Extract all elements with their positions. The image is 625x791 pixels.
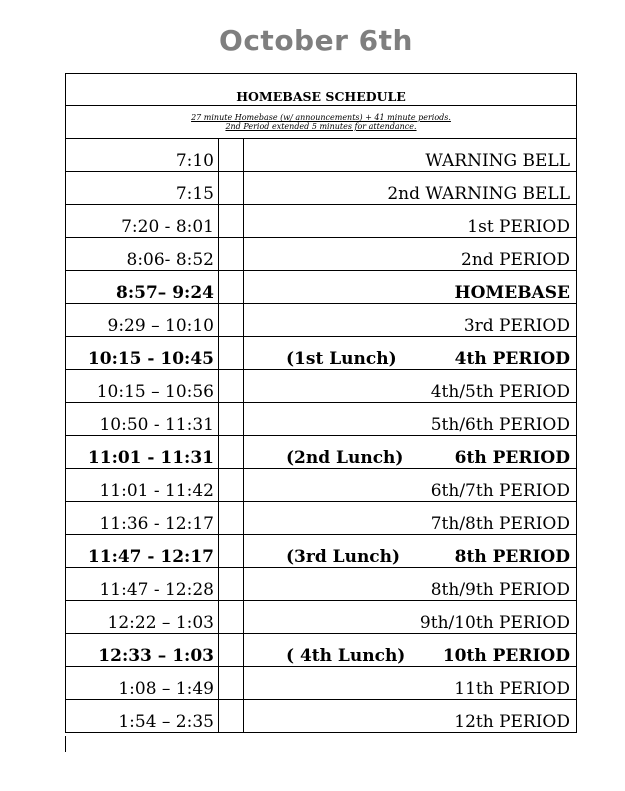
row-time: 8:06- 8:52 [66,238,219,270]
row-spacer [219,601,244,633]
table-row [65,172,577,205]
row-period-cell [244,337,576,369]
row-period: 8th/9th PERIOD [430,580,570,600]
row-period: 4th/5th PERIOD [430,382,570,402]
table-row [65,370,577,403]
row-period: 12th PERIOD [454,712,570,732]
row-time: 10:15 - 10:45 [66,337,219,369]
row-period-cell [244,172,576,204]
row-spacer [219,238,244,270]
row-period: 4th PERIOD [454,349,570,369]
row-period: 5th/6th PERIOD [430,415,570,435]
row-spacer [219,436,244,468]
row-time: 10:15 – 10:56 [66,370,219,402]
row-period-cell [244,238,576,270]
row-time: 12:33 – 1:03 [66,634,219,666]
row-spacer [219,403,244,435]
row-period: 8th PERIOD [454,547,570,567]
row-period-cell [244,469,576,501]
row-spacer [219,667,244,699]
row-time: 9:29 – 10:10 [66,304,219,336]
table-row [65,436,577,469]
row-period-cell [244,205,576,237]
row-time: 7:10 [66,139,219,171]
row-period: 11th PERIOD [454,679,570,699]
row-period: 2nd PERIOD [461,250,570,270]
row-time: 1:54 – 2:35 [66,700,219,732]
row-spacer [219,535,244,567]
row-time: 12:22 – 1:03 [66,601,219,633]
row-spacer [219,469,244,501]
row-lunch: (2nd Lunch) [286,448,404,468]
row-period-cell [244,370,576,402]
schedule-header-text: HOMEBASE SCHEDULE [236,89,406,104]
row-time: 7:20 - 8:01 [66,205,219,237]
row-time: 11:01 - 11:42 [66,469,219,501]
row-period: 6th PERIOD [454,448,570,468]
table-row [65,337,577,370]
row-spacer [219,700,244,732]
schedule-note-line-1: 27 minute Homebase (w/ announcements) + 41 minute periods. [191,113,451,122]
row-lunch: (1st Lunch) [286,349,397,369]
row-period-cell [244,535,576,567]
table-row [65,601,577,634]
row-time: 11:01 - 11:31 [66,436,219,468]
row-period: HOMEBASE [454,283,570,303]
table-row [65,634,577,667]
row-period: WARNING BELL [425,151,570,171]
row-spacer [219,304,244,336]
schedule-note [65,106,577,139]
row-time: 11:47 - 12:17 [66,535,219,567]
schedule-rows [65,139,577,733]
schedule-header [65,73,577,106]
row-spacer [219,139,244,171]
table-tail-line [65,736,66,752]
table-row [65,304,577,337]
row-spacer [219,172,244,204]
table-row [65,238,577,271]
table-row [65,205,577,238]
row-period: 7th/8th PERIOD [430,514,570,534]
row-period-cell [244,700,576,732]
row-period-cell [244,304,576,336]
row-period: 1st PERIOD [467,217,570,237]
table-row [65,535,577,568]
table-row [65,568,577,601]
table-row [65,403,577,436]
row-period-cell [244,271,576,303]
row-time: 11:36 - 12:17 [66,502,219,534]
row-period: 6th/7th PERIOD [430,481,570,501]
row-period: 3rd PERIOD [463,316,570,336]
table-row [65,139,577,172]
row-period-cell [244,568,576,600]
row-period-cell [244,436,576,468]
row-time: 11:47 - 12:28 [66,568,219,600]
row-spacer [219,634,244,666]
row-time: 10:50 - 11:31 [66,403,219,435]
table-row [65,271,577,304]
row-time: 7:15 [66,172,219,204]
row-spacer [219,337,244,369]
row-period-cell [244,139,576,171]
row-period-cell [244,502,576,534]
row-period-cell [244,601,576,633]
row-period-cell [244,403,576,435]
row-spacer [219,502,244,534]
table-row [65,469,577,502]
row-lunch: ( 4th Lunch) [286,646,406,666]
row-period: 2nd WARNING BELL [387,184,570,204]
row-spacer [219,568,244,600]
row-lunch: (3rd Lunch) [286,547,401,567]
row-period: 9th/10th PERIOD [419,613,570,633]
row-period-cell [244,634,576,666]
row-spacer [219,271,244,303]
row-time: 1:08 – 1:49 [66,667,219,699]
row-spacer [219,205,244,237]
row-period-cell [244,667,576,699]
table-row [65,502,577,535]
table-row [65,667,577,700]
schedule-table [65,73,577,733]
row-period: 10th PERIOD [442,646,570,666]
row-spacer [219,370,244,402]
page-title: October 6th [219,24,413,57]
table-row [65,700,577,733]
row-time: 8:57– 9:24 [66,271,219,303]
schedule-note-line-2: 2nd Period extended 5 minutes for attendance. [225,122,417,131]
